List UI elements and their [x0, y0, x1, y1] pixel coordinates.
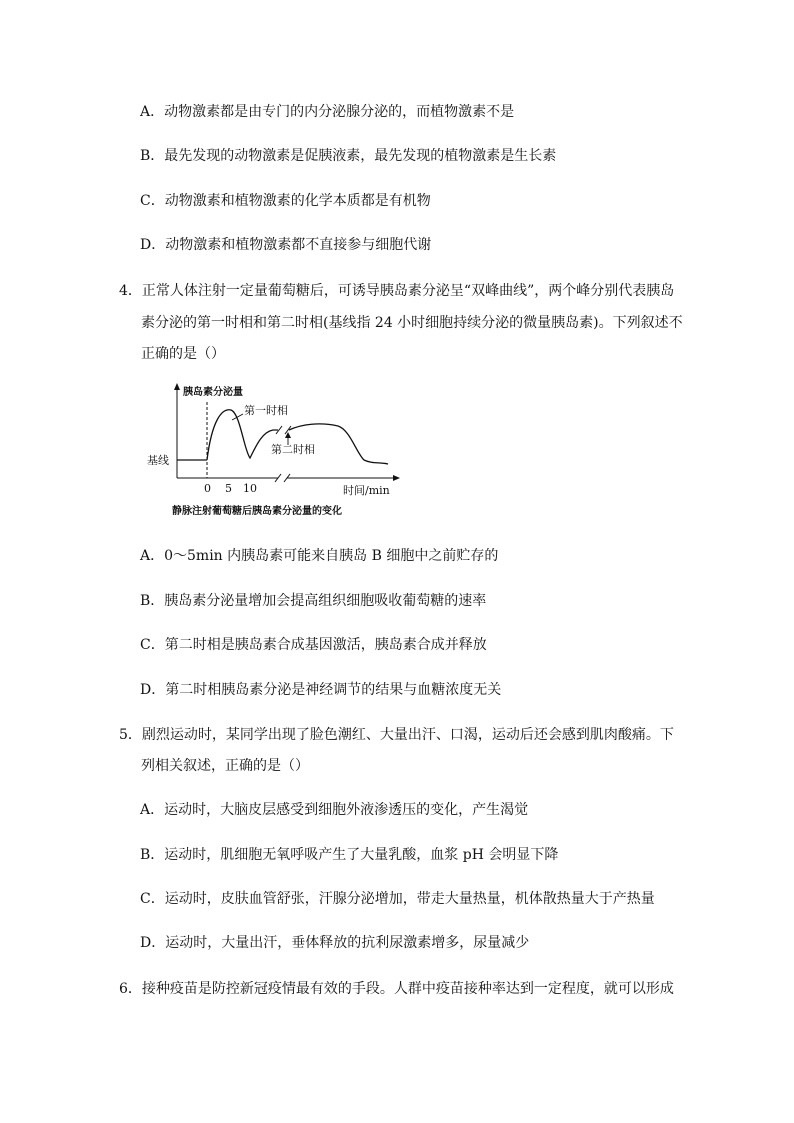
q5-stem-line2: 列相关叙述，正确的是（）	[141, 758, 309, 774]
curve-first-segment	[207, 410, 278, 460]
q4-option-d: D．第二时相胰岛素分泌是神经调节的结果与血糖浓度无关	[140, 682, 502, 698]
q5-stem-line1: 5．剧烈运动时，某同学出现了脸色潮红、大量出汗、口渴，运动后还会感到肌肉酸痛。下	[119, 727, 674, 743]
insulin-secretion-figure	[140, 380, 410, 520]
x-axis-arrow	[393, 475, 400, 481]
figure-caption: 静脉注射葡萄糖后胰岛素分泌量的变化	[172, 506, 342, 517]
y-axis-label: 胰岛素分泌量	[183, 387, 243, 398]
q5-option-b: B．运动时，肌细胞无氧呼吸产生了大量乳酸，血浆 pH 会明显下降	[140, 847, 559, 863]
tick-5: 5	[225, 482, 232, 495]
q6-stem-line1: 6．接种疫苗是防控新冠疫情最有效的手段。人群中疫苗接种率达到一定程度，就可以形成	[119, 981, 674, 997]
insulin-curve-svg	[140, 380, 410, 520]
q3-option-b: B．最先发现的动物激素是促胰液素，最先发现的植物激素是生长素	[140, 148, 557, 164]
q4-option-a: A．0～5min 内胰岛素可能来自胰岛 B 细胞中之前贮存的	[140, 548, 499, 564]
q4-stem-line3: 正确的是（）	[141, 346, 225, 362]
q3-option-c: C．动物激素和植物激素的化学本质都是有机物	[140, 193, 431, 209]
q3-option-d: D．动物激素和植物激素都不直接参与细胞代谢	[140, 237, 432, 253]
phase1-label: 第一时相	[244, 404, 288, 417]
q5-option-c: C．运动时，皮肤血管舒张，汗腺分泌增加，带走大量热量，机体散热量大于产热量	[140, 891, 655, 907]
phase2-label: 第二时相	[271, 443, 315, 456]
tick-0: 0	[204, 482, 211, 495]
q4-option-b: B．胰岛素分泌量增加会提高组织细胞吸收葡萄糖的速率	[140, 593, 487, 609]
y-axis-arrow	[174, 383, 180, 390]
q4-option-c: C．第二时相是胰岛素合成基因激活，胰岛素合成并释放	[140, 637, 487, 653]
tick-10: 10	[243, 482, 257, 495]
q5-option-d: D．运动时，大量出汗，垂体释放的抗利尿激素增多，尿量减少	[140, 935, 530, 951]
baseline-label: 基线	[147, 454, 169, 467]
q3-option-a: A．动物激素都是由专门的内分泌腺分泌的，而植物激素不是	[140, 104, 515, 120]
q4-stem-line2: 素分泌的第一时相和第二时相(基线指 24 小时细胞持续分泌的微量胰岛素)。下列叙述不	[141, 315, 683, 331]
q5-option-a: A．运动时，大脑皮层感受到细胞外液渗透压的变化，产生渴觉	[140, 802, 529, 818]
x-axis-label: 时间/min	[343, 484, 390, 497]
q4-stem-line1: 4．正常人体注射一定量葡萄糖后，可诱导胰岛素分泌呈“双峰曲线”，两个峰分别代表胰岛	[119, 283, 675, 299]
